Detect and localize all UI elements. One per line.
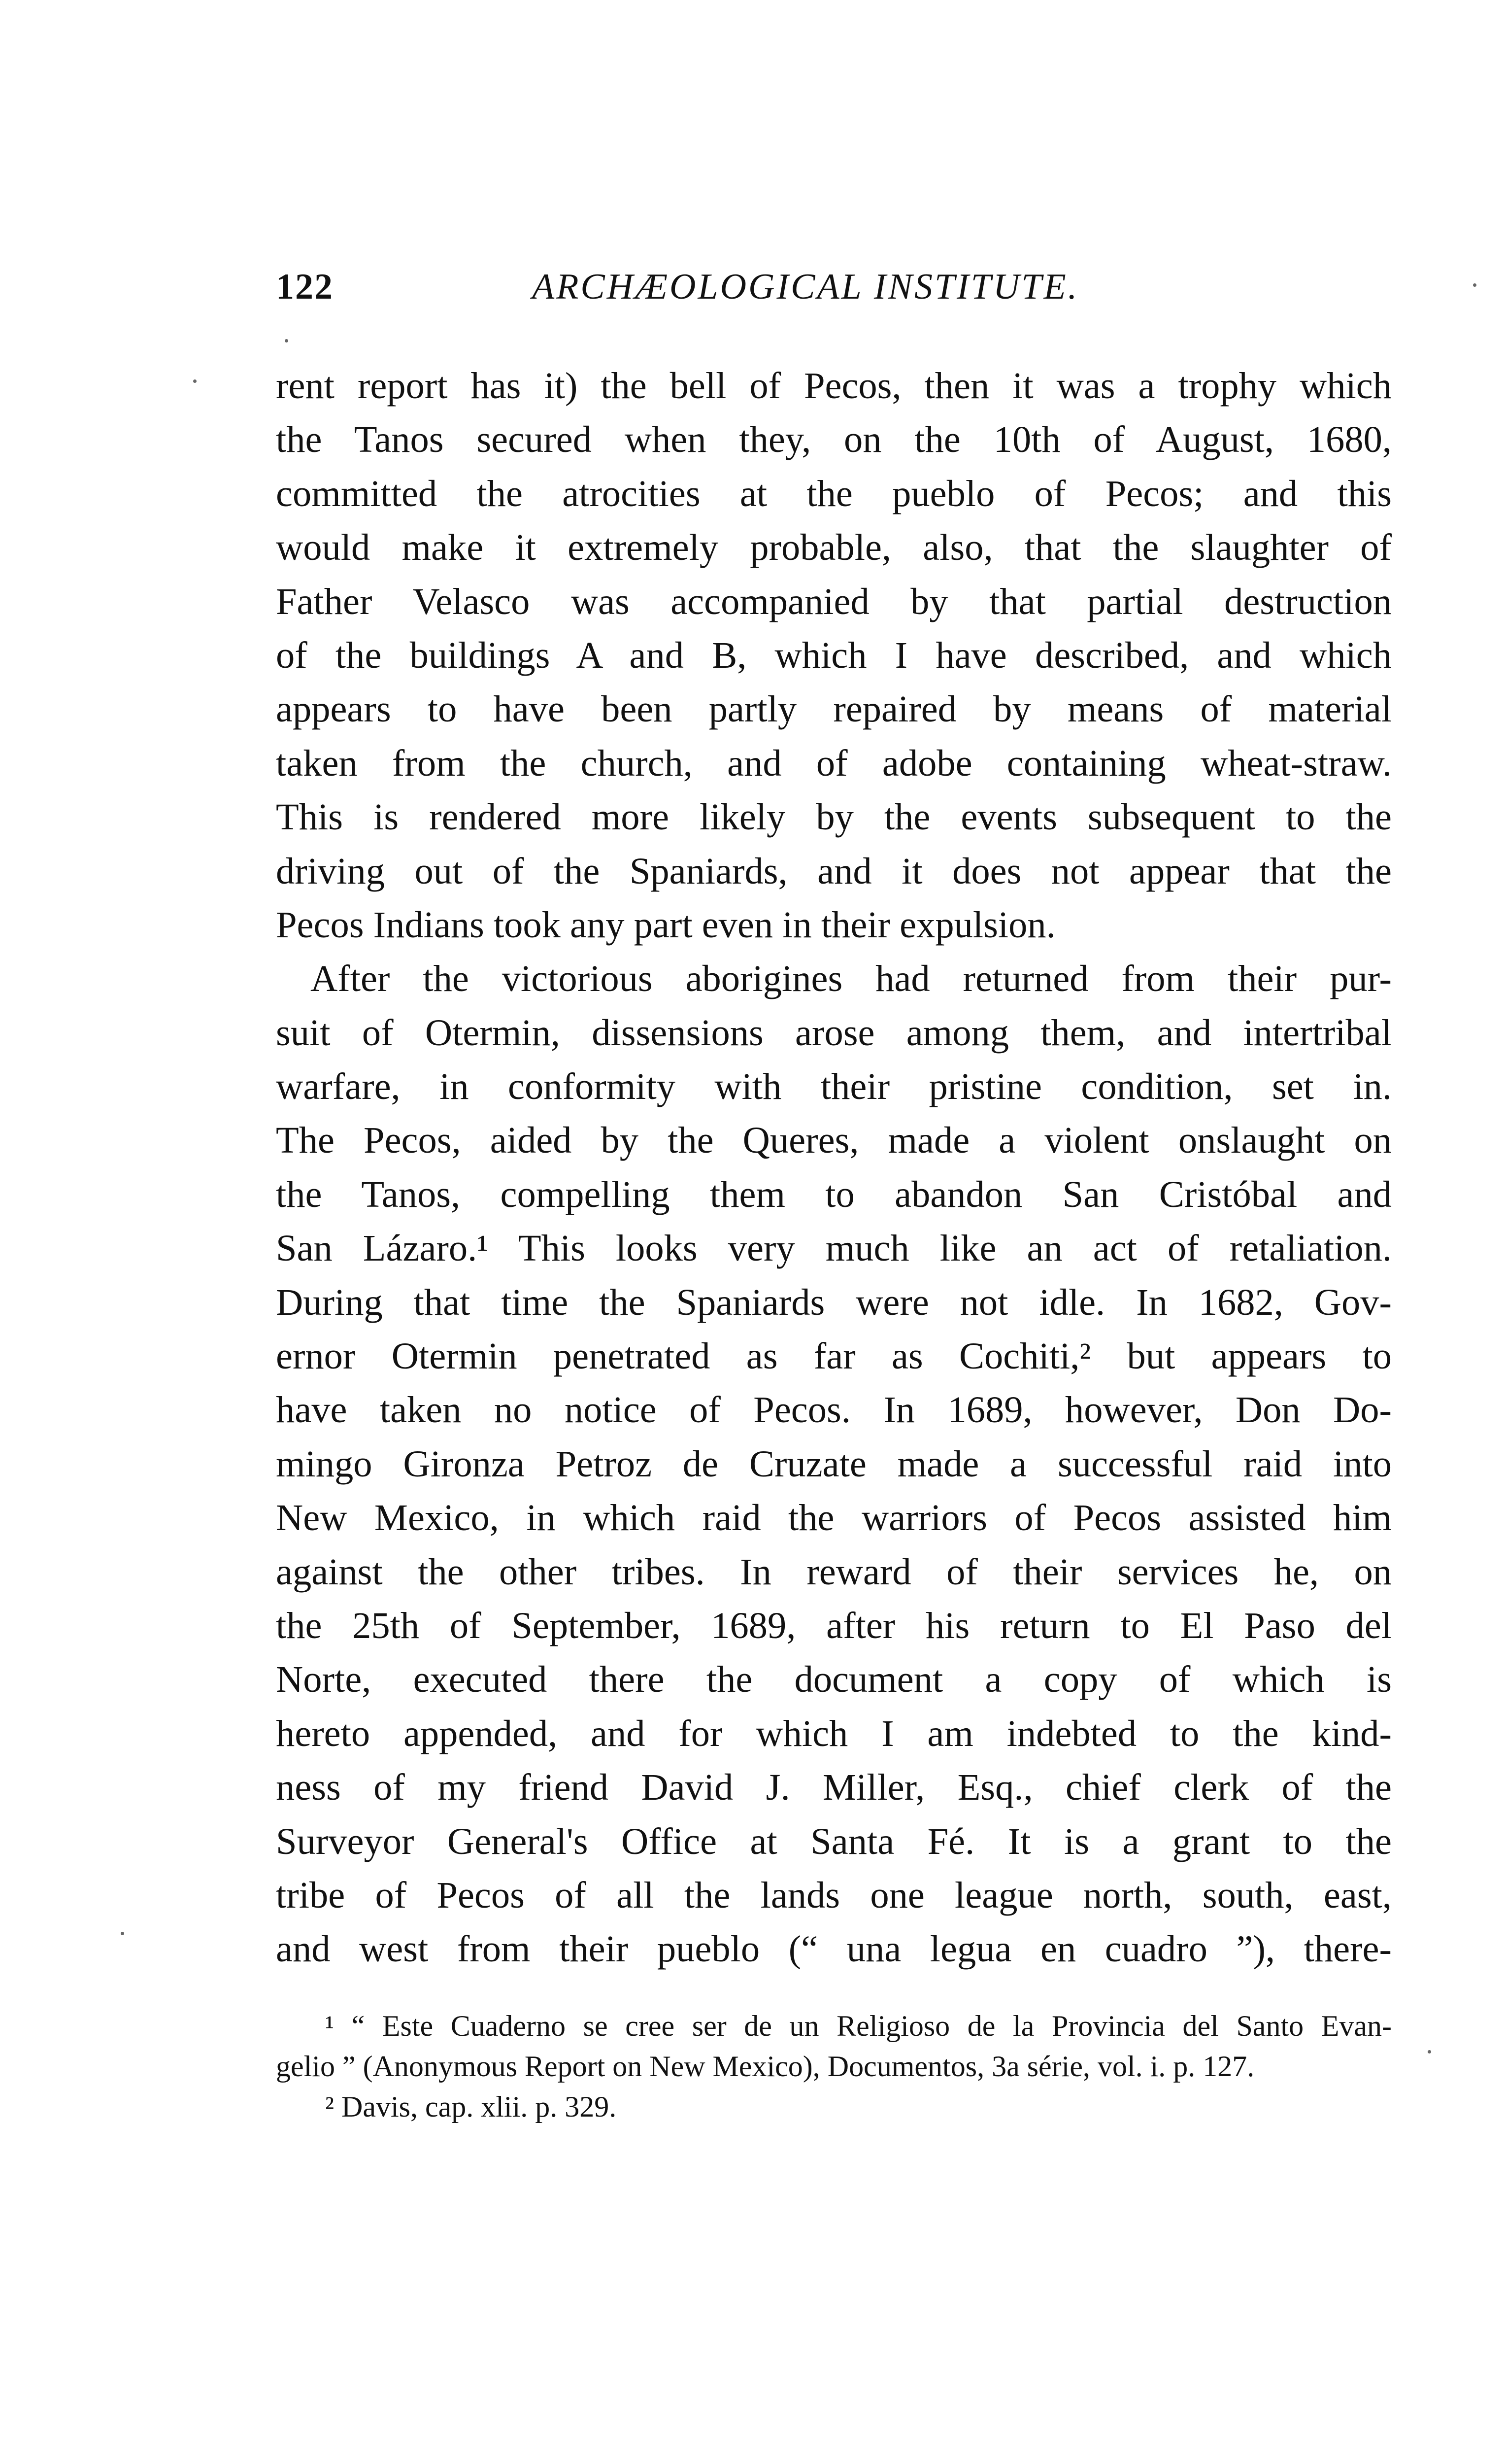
body-line: mingo Gironza Petroz de Cruzate made a successful raid into — [276, 1442, 1392, 1485]
body-line: appears to have been partly repaired by means of material — [276, 688, 1392, 730]
body-line: hereto appended, and for which I am indebted to the kind- — [276, 1712, 1392, 1754]
body-line: the Tanos secured when they, on the 10th of August, 1680, — [276, 418, 1392, 461]
body-line: tribe of Pecos of all the lands one league north, south, east, — [276, 1874, 1392, 1916]
scan-speck — [121, 1932, 124, 1935]
footnotes — [276, 2006, 1392, 2127]
body-line: rent report has it) the bell of Pecos, then it was a trophy which — [276, 365, 1392, 407]
body-line: ernor Otermin penetrated as far as Cochiti,² but appears to — [276, 1335, 1392, 1377]
body-line: have taken no notice of Pecos. In 1689, however, Don Do- — [276, 1389, 1392, 1431]
scan-speck — [1428, 2050, 1431, 2053]
body-line: and west from their pueblo (“ una legua en cuadro ”), there- — [276, 1928, 1392, 1970]
body-line: would make it extremely probable, also, that the slaughter of — [276, 526, 1392, 569]
body-line: committed the atrocities at the pueblo of Pecos; and this — [276, 472, 1392, 514]
body-line: the 25th of September, 1689, after his return to El Paso del — [276, 1604, 1392, 1646]
body-line: After the victorious aborigines had returned from their pur- — [310, 958, 1392, 1000]
scan-speck — [193, 379, 197, 383]
body-line: Norte, executed there the document a copy of which is — [276, 1658, 1392, 1701]
body-line: against the other tribes. In reward of their services he, on — [276, 1550, 1392, 1593]
footnote-line: ¹ “ Este Cuaderno se cree ser de un Religioso de la Provincia del Santo Evan- — [325, 2010, 1392, 2042]
body-text — [276, 359, 1392, 1976]
body-line: The Pecos, aided by the Queres, made a violent onslaught on — [276, 1119, 1392, 1162]
body-line: of the buildings A and B, which I have described, and which — [276, 634, 1392, 676]
running-title: ARCHÆOLOGICAL INSTITUTE. — [532, 267, 1079, 307]
scan-speck — [285, 339, 288, 342]
body-line: suit of Otermin, dissensions arose among them, and intertribal — [276, 1011, 1392, 1054]
body-line: New Mexico, in which raid the warriors of Pecos assisted him — [276, 1497, 1392, 1539]
page-number: 122 — [276, 267, 334, 307]
running-header — [276, 266, 1498, 310]
body-line: Father Velasco was accompanied by that partial destruction — [276, 580, 1392, 622]
footnote-line: ² Davis, cap. xlii. p. 329. — [325, 2090, 617, 2123]
body-line: driving out of the Spaniards, and it does not appear that the — [276, 850, 1392, 892]
body-line: Surveyor General's Office at Santa Fé. It is a grant to the — [276, 1820, 1392, 1862]
body-line: Pecos Indians took any part even in their expulsion. — [276, 903, 1056, 946]
footnote-line: gelio ” (Anonymous Report on New Mexico), Documentos, 3a série, vol. i. p. 127. — [276, 2050, 1255, 2083]
body-line: During that time the Spaniards were not idle. In 1682, Gov- — [276, 1281, 1392, 1323]
body-line: the Tanos, compelling them to abandon San Cristóbal and — [276, 1173, 1392, 1215]
body-line: San Lázaro.¹ This looks very much like an act of retaliation. — [276, 1227, 1392, 1269]
body-line: ness of my friend David J. Miller, Esq., chief clerk of the — [276, 1766, 1392, 1809]
body-line: warfare, in conformity with their pristine condition, set in. — [276, 1065, 1392, 1108]
body-line: taken from the church, and of adobe containing wheat-straw. — [276, 742, 1392, 784]
scan-speck — [1473, 283, 1476, 287]
body-line: This is rendered more likely by the events subsequent to the — [276, 796, 1392, 838]
